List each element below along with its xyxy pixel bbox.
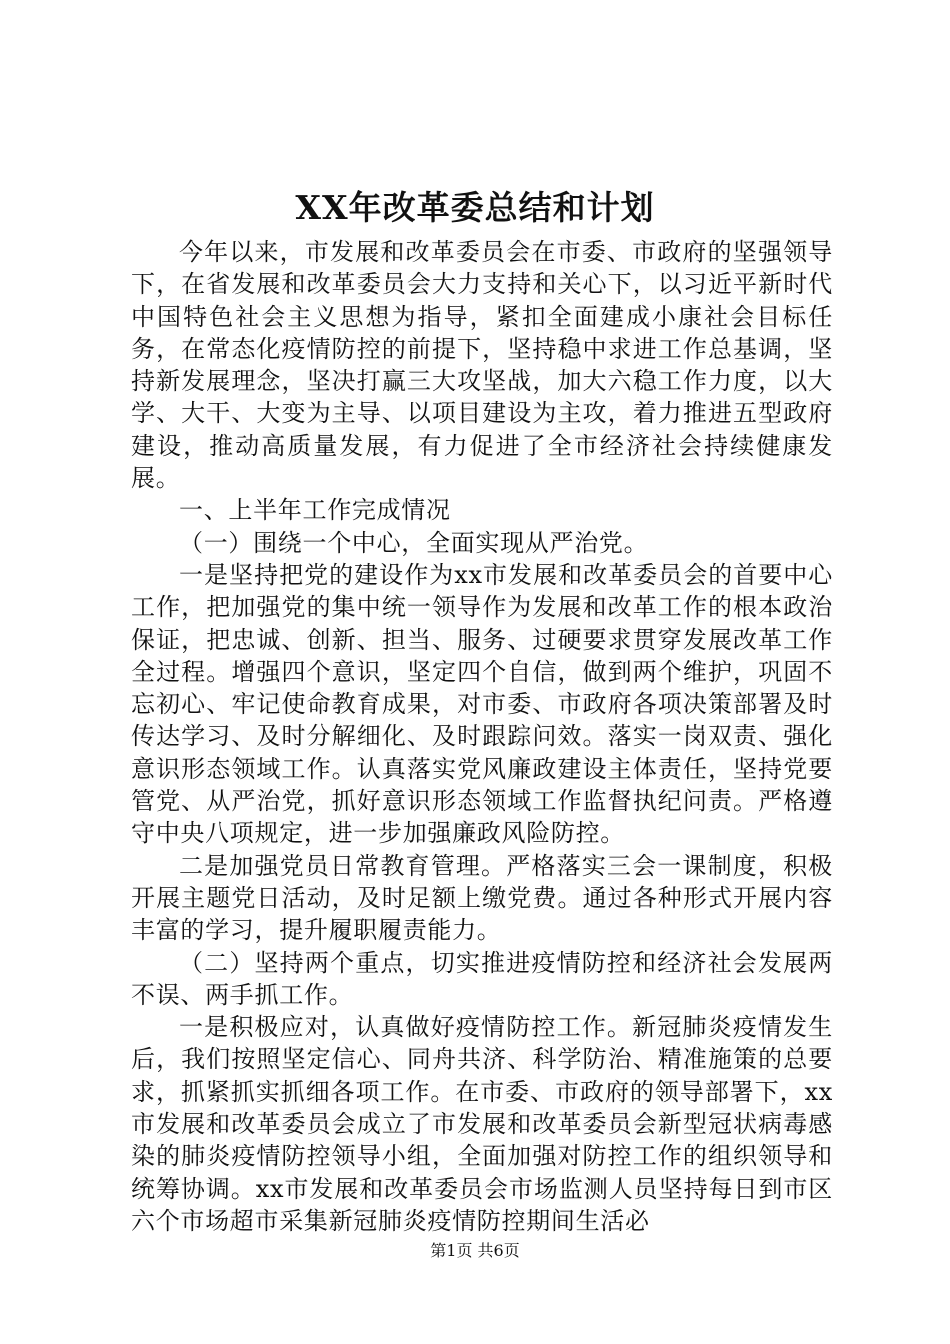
page-footer: 第1页 共6页	[430, 1241, 520, 1260]
subsection-heading-2: （二）坚持两个重点，切实推进疫情防控和经济社会发展两不误、两手抓工作。	[131, 948, 833, 1009]
paragraph-intro: 今年以来，市发展和改革委员会在市委、市政府的坚强领导下，在省发展和改革委员会大力支持和关心下，以习近平新时代中国特色社会主义思想为指导，紧扣全面建成小康社会目标任务，在常态化疫情防控的前提下，坚持稳中求进工作总基调，坚持新发展理念，坚决打赢三大攻坚战，加大六稳工作力度，以大学、大干、大变为主导、以项目建设为主攻，着力推进五型政府建设，推动高质量发展，有力促进了全市经济社会持续健康发展。	[131, 238, 833, 493]
section-heading-1: 一、上半年工作完成情况	[179, 496, 451, 525]
document-body	[131, 236, 833, 1237]
paragraph-epidemic-control: 一是积极应对，认真做好疫情防控工作。新冠肺炎疫情发生后，我们按照坚定信心、同舟共济、科学防治、精准施策的总要求，抓紧抓实抓细各项工作。在市委、市政府的领导部署下，xx市发展和改革委员会成立了市发展和改革委员会新型冠状病毒感染的肺炎疫情防控领导小组，全面加强对防控工作的组织领导和统筹协调。xx市发展和改革委员会市场监测人员坚持每日到市区六个市场超市采集新冠肺炎疫情防控期间生活必	[131, 1013, 833, 1235]
paragraph-member-education: 二是加强党员日常教育管理。严格落实三会一课制度，积极开展主题党日活动，及时足额上缴党费。通过各种形式开展内容丰富的学习，提升履职履责能力。	[131, 851, 833, 945]
subsection-heading-1: （一）围绕一个中心，全面实现从严治党。	[179, 528, 649, 557]
paragraph-party-building: 一是坚持把党的建设作为xx市发展和改革委员会的首要中心工作，把加强党的集中统一领导作为发展和改革工作的根本政治保证，把忠诚、创新、担当、服务、过硬要求贯穿发展改革工作全过程。增强四个意识，坚定四个自信，做到两个维护，巩固不忘初心、牢记使命教育成果，对市委、市政府各项决策部署及时传达学习、及时分解细化、及时跟踪问效。落实一岗双责、强化意识形态领域工作。认真落实党风廉政建设主体责任，坚持党要管党、从严治党，抓好意识形态领域工作监督执纪问责。严格遵守中央八项规定，进一步加强廉政风险防控。	[131, 560, 833, 848]
document-title: XX年改革委总结和计划	[295, 188, 655, 227]
